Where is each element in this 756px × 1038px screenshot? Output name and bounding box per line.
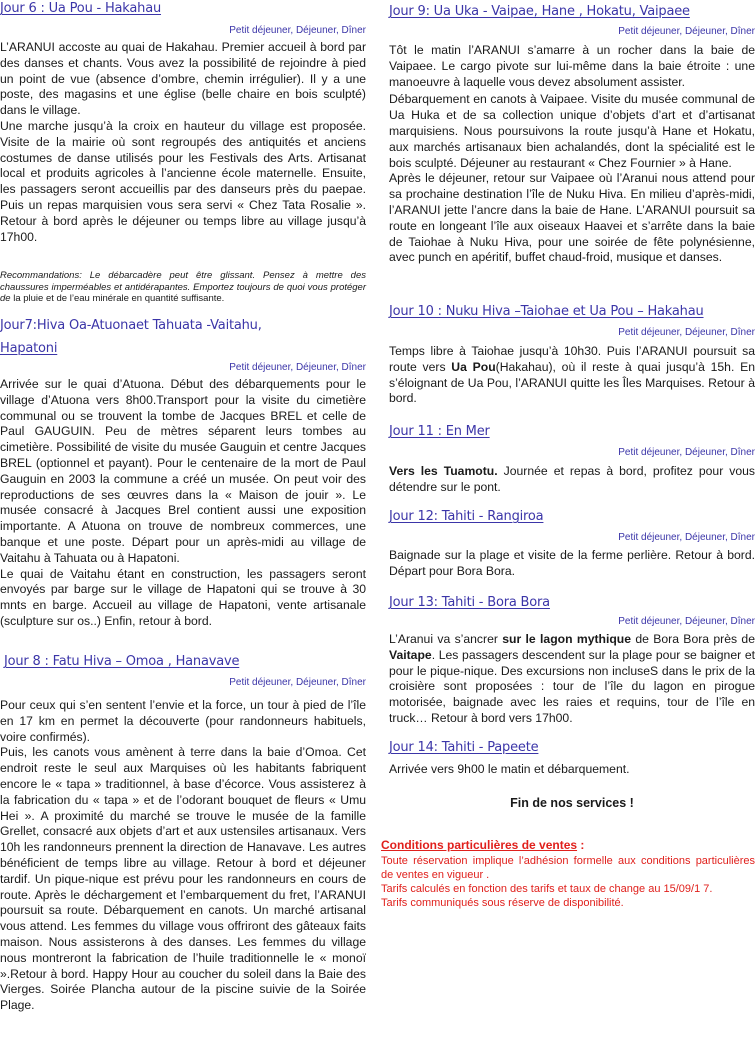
- end-of-services: Fin de nos services !: [510, 796, 634, 810]
- conditions-line: Tarifs communiqués sous réserve de disponibilité.: [381, 897, 624, 909]
- paragraph: Le quai de Vaitahu étant en construction, les passagers seront envoyés par barge sur le village de Hapatoni qui se trouve à 30 mnts en barge. Accueil au village de Hapatoni, vente artisanale (sculpture sur os..) Enfin, retour à bord.: [0, 566, 366, 628]
- day-13-text-c: . Les passagers descendent sur la plage pour se baigner et pour le pique-nique. Des excursions non incluseS dans le prix de la croisière sont proposées : tour de l’île du lagon en pirogue motorisée, baignade avec les raies et requins, tour de l’île en truck… Retour à bord vers 17h00.: [389, 647, 755, 725]
- day-11-bold: Vers les Tuamotu.: [389, 464, 498, 478]
- day-7-meals: Petit déjeuner, Déjeuner, Dîner: [229, 362, 366, 373]
- day-11-text: Journée et repas à bord, profitez pour vous détendre sur le pont.: [389, 464, 756, 494]
- day-12-body: [389, 548, 755, 580]
- conditions-line: Tarifs calculés en fonction des tarifs et taux de change au 15/09/1 7.: [381, 883, 713, 895]
- conditions-title: Conditions particulières de ventes: [381, 838, 578, 852]
- day-10-title: Jour 10 : Nuku Hiva –Taiohae et Ua Pou – Hakahau: [389, 304, 704, 319]
- day-10-body: [389, 344, 755, 407]
- conditions-block: [381, 836, 755, 910]
- day-12-title: Jour 12: Tahiti - Rangiroa: [389, 509, 544, 524]
- day-13-meals: Petit déjeuner, Déjeuner, Dîner: [618, 616, 755, 627]
- day-11-body: [389, 464, 755, 496]
- day-13-bold-a: sur le lagon mythique: [502, 632, 632, 646]
- day-11-title: Jour 11 : En Mer: [389, 424, 490, 439]
- day-6-note: [0, 270, 366, 305]
- paragraph: Arrivée sur le quai d’Atuona. Début des débarquements pour le village d’Atuona vers 8h00.Transport pour la visite du cimetière communal ou se trouvent la tombe de Jacques BREL et celle de Paul GAUGUIN. Peu de mètres séparent leurs tombes au cimetière. Possibilité de visite du musée Gauguin et centre Jacques BREL (optionnel et payant). Pour le centenaire de la mort de Paul Gauguin en 2003 la commune a créé un musée. On peut voir des reproductions de ses œuvres dans la « Maison de jouir ». Le musée consacré à Jacques Brel contient aussi une exposition importante. A Atuona on trouve de nombreux commerces, une banque et une poste. Départ pour un après-midi au village de Vaitahu à Tahuata ou à Hapatoni.: [0, 377, 366, 565]
- day-10-meals: Petit déjeuner, Déjeuner, Dîner: [618, 327, 755, 338]
- day-13-body: [389, 632, 755, 727]
- day-14-title: Jour 14: Tahiti - Papeete: [389, 740, 539, 755]
- day-12-text: Baignade sur la plage et visite de la ferme perlière. Retour à bord. Départ pour Bora Bora.: [389, 548, 755, 578]
- day-10-text-b: (Hakahau), où il reste à quai jusqu’à 15h. En s’éloignant de Ua Pou, l’ARANUI quitte les Îles Marquises. Retour à bord.: [389, 359, 755, 406]
- day-12-meals: Petit déjeuner, Déjeuner, Dîner: [618, 532, 755, 543]
- day-11-meals: Petit déjeuner, Déjeuner, Dîner: [618, 447, 755, 458]
- conditions-title-suffix: :: [577, 838, 585, 852]
- day-7-title-line2: Hapatoni: [0, 341, 58, 356]
- day-8-meals: Petit déjeuner, Déjeuner, Dîner: [229, 677, 366, 688]
- day-8-body: [0, 698, 366, 1014]
- day-13-text-b: de Bora Bora près de: [635, 632, 755, 646]
- day-13-bold-b: Vaitape: [389, 647, 432, 662]
- recommendations-note-tail: la pluie et de l’eau minérale en quantité suffisante.: [13, 293, 225, 304]
- day-10-text-a: Temps libre à Taiohae jusqu’à 10h30. Puis l’ARANUI poursuit sa route vers: [389, 344, 755, 374]
- day-7-body: [0, 377, 366, 630]
- paragraph: L’ARANUI accoste au quai de Hakahau. Premier accueil à bord par des danses et chants. Vous avez la possibilité de rejoindre à pied un point de vue (absence d’ombre, chemin irrégulier). Il y a une poste, des magasins et une église (belle chaire en bois sculpté) dans le village.: [0, 40, 366, 118]
- day-7-title: Jour7:Hiva Oa-Atuonaet Tahuata -Vaitahu,: [0, 318, 262, 333]
- day-6-meals: Petit déjeuner, Déjeuner, Dîner: [229, 25, 366, 36]
- day-6-title: Jour 6 : Ua Pou - Hakahau: [0, 1, 162, 16]
- day-9-body: [389, 43, 755, 266]
- paragraph: Pour ceux qui s’en sentent l’envie et la force, un tour à pied de l’île en 17 km en permet la découverte (pour randonneurs habituels, voire confirmés).: [0, 698, 366, 744]
- day-6-body: [0, 40, 366, 245]
- conditions-line: Toute réservation implique l’adhésion formelle aux conditions particulières de ventes en vigueur .: [381, 855, 755, 881]
- recommendations-note: Recommandations: Le débarcadère peut être glissant. Pensez à mettre des chaussures imperméables et antidérapantes. Emportez toujours de quoi vous protéger de: [0, 270, 366, 304]
- paragraph: Puis, les canots vous amènent à terre dans la baie d’Omoa. Cet endroit reste le seul aux Marquises où les habitants fabriquent encore le « tapa » traditionnel, à base d’écorce. Vous assisterez à la fabrication du « tapa » et de l’odorant bouquet de fleurs « Umu Hei ». A proximité du marché se trouve le musée de la famille Grellet, consacré aux objets d’art et aux ustensiles artisanaux. Vers 10h les randonneurs prennent la direction de Hanavave. Les autres bénéficient de temps libre au village. Retour à bord et déjeuner tardif. Un pique-nique est prévu pour les randonneurs en cours de route. Après le déchargement et l’embarquement du fret, l’ARANUI poursuit sa route. Débarquement en canots. Un marché artisanal vous attend. Les femmes du village vous offriront des gâteaux faits maison. Nous assisterons à des danses. Les femmes du village nous montreront la fabrication de l’huile traditionnelle le « monoï ».Retour à bord. Happy Hour au coucher du soleil dans la Baie des Vierges. Soirée Plancha autour de la piscine suivie de la Soirée Plage.: [0, 745, 366, 1013]
- paragraph: Une marche jusqu’à la croix en hauteur du village est proposée. Visite de la mairie où sont regroupés des antiquités et anciens costumes de danse utilisés pour les Festivals des Arts. Artisanat local et produits agricoles à l’ancienne école maternelle. Ensuite, les passagers seront accueillis par des danseurs près du paepae. Puis un repas marquisien vous sera servi « Chez Tata Rosalie ». Retour à bord après le déjeuner ou temps libre au village jusqu’à 17h00.: [0, 118, 366, 244]
- day-9-meals: Petit déjeuner, Déjeuner, Dîner: [618, 26, 755, 37]
- day-13-title: Jour 13: Tahiti - Bora Bora: [389, 595, 550, 610]
- paragraph: Tôt le matin l’ARANUI s’amarre à un rocher dans la baie de Vaipaee. Le cargo pivote sur lui-même dans la baie étroite : une manoeuvre à laquelle vous devez absolument assister.: [389, 43, 755, 89]
- day-8-title: Jour 8 : Fatu Hiva – Omoa , Hanavave: [4, 654, 240, 669]
- day-9-title: Jour 9: Ua Uka - Vaipae, Hane , Hokatu, Vaipaee: [389, 4, 690, 19]
- paragraph: Après le déjeuner, retour sur Vaipaee où l’Aranui nous attend pour sa prochaine destination l’île de Nuku Hiva. En milieu d’après-midi, l’ARANUI jette l’ancre dans la baie de Hane. L’ARANUI poursuit sa route en longeant l’île aux oiseaux Haavei et s’arrête dans la baie de Taiohae à Nuku Hiva, pour une soirée de fête polynésienne, avec punch en apéritif, buffet chaud-froid, musique et danses.: [389, 171, 755, 265]
- paragraph: Débarquement en canots à Vaipaee. Visite du musée communal de Ua Huka et de sa collection unique d’objets d’art et d’artisanat marquisiens. Nous poursuivons la route jusqu’à Hane et Hokatu, aux marchés artisanaux bien achalandés, dont la spécialité est le bois sculpté. Déjeuner au restaurant « Chez Fournier » à Hane.: [389, 92, 755, 170]
- day-14-body: [389, 762, 755, 778]
- day-10-bold: Ua Pou: [451, 359, 496, 374]
- day-14-text: Arrivée vers 9h00 le matin et débarquement.: [389, 762, 630, 776]
- day-13-text-a: L’Aranui va s’ancrer: [389, 632, 498, 646]
